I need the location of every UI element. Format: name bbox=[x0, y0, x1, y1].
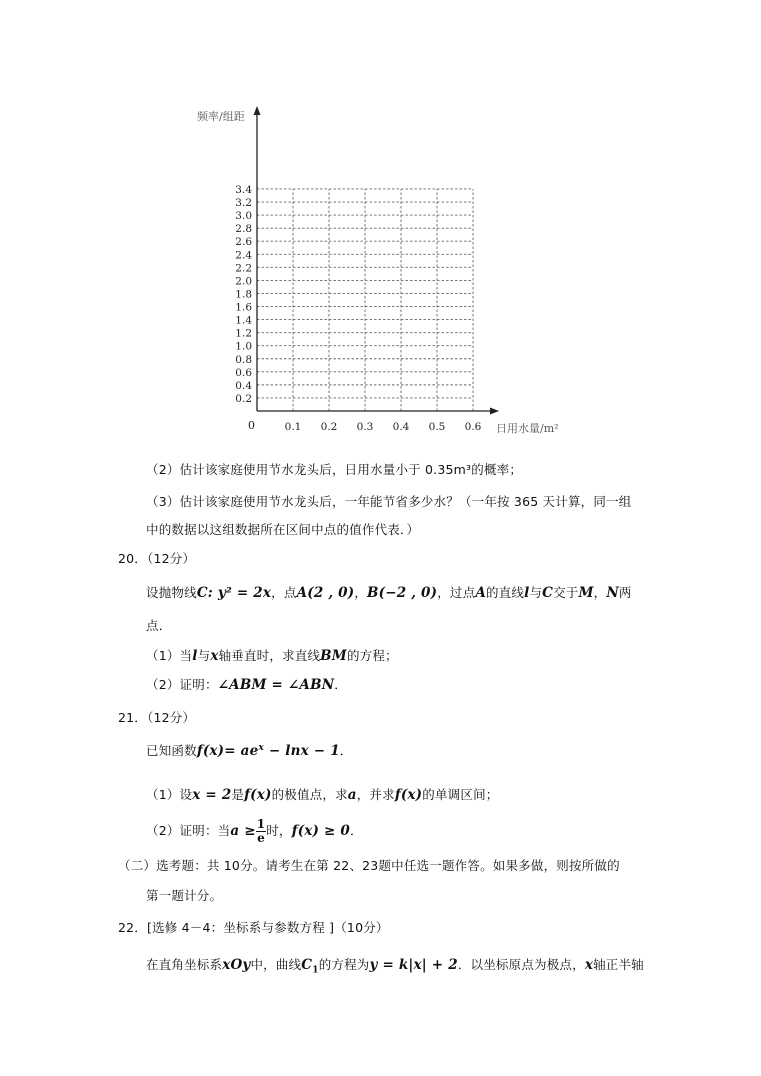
x-tick-label: 0.4 bbox=[392, 421, 410, 433]
q21-part2: （2）证明：当a ≥ $\frac{1}{e}$ 时，f(x) ≥ 0． bbox=[146, 817, 363, 845]
q19-part2: （2）估计该家庭使用节水龙头后，日用水量小于 0.35m³的概率； bbox=[146, 462, 523, 477]
grid-lines bbox=[257, 189, 473, 411]
y-tick-label: 2.0 bbox=[235, 275, 252, 288]
y-tick-label: 3.2 bbox=[235, 197, 252, 210]
q20-part2: （2）证明：∠ABM = ∠ABN． bbox=[146, 677, 347, 693]
fraction-one-over-e: $\frac{1}{e}$ bbox=[256, 817, 266, 845]
y-tick-label: 2.4 bbox=[235, 249, 252, 262]
q22-statement: 在直角坐标系xOy中，曲线$C_1$的方程为y = k|x| + 2．以坐标原点为极点，x轴正半轴 bbox=[146, 957, 644, 976]
frequency-histogram-grid bbox=[190, 98, 559, 438]
x-axis-label: 日用水量/m² bbox=[496, 422, 559, 435]
y-tick-label: 1.2 bbox=[235, 327, 252, 340]
y-tick-label: 1.4 bbox=[235, 314, 252, 327]
y-axis-arrow bbox=[254, 106, 261, 115]
y-tick-label: 2.8 bbox=[235, 223, 252, 236]
y-tick-label: 1.8 bbox=[235, 288, 252, 301]
q20-statement: 设抛物线C: y² = 2x，点A(2 , 0)，B(−2 , 0)，过点A的直线l与C交于M，N两 bbox=[146, 585, 632, 601]
section-2-intro-line2: 第一题计分。 bbox=[146, 888, 223, 903]
y-axis-label: 频率/组距 bbox=[197, 110, 245, 123]
q21-part1: （1）设x = 2是f(x)的极值点，求a，并求f(x)的单调区间； bbox=[146, 787, 499, 803]
y-tick-label: 2.6 bbox=[235, 236, 252, 249]
q22-heading: 22．[选修 4－4：坐标系与参数方程 ]（10分） bbox=[118, 920, 389, 935]
y-tick-label: 2.2 bbox=[235, 262, 252, 275]
y-tick-label: 0.8 bbox=[235, 353, 252, 366]
y-tick-label: 1.0 bbox=[235, 340, 252, 353]
x-tick-labels bbox=[285, 421, 482, 433]
y-tick-label: 0.4 bbox=[235, 379, 252, 392]
x-tick-label: 0.6 bbox=[464, 421, 482, 433]
y-tick-label: 3.4 bbox=[235, 183, 252, 196]
q20-heading: 20．（12分） bbox=[118, 551, 196, 566]
section-2-intro: （二）选考题：共 10分。请考生在第 22、23题中任选一题作答。如果多做，则按所做的 bbox=[118, 858, 620, 873]
y-tick-label: 0.2 bbox=[235, 392, 252, 405]
x-tick-label: 0.1 bbox=[284, 421, 302, 433]
y-tick-label: 0.6 bbox=[235, 366, 252, 379]
y-tick-label: 1.6 bbox=[235, 301, 252, 314]
q21-heading: 21．（12分） bbox=[118, 710, 196, 725]
x-tick-label: 0.5 bbox=[428, 421, 446, 433]
x-tick-label: 0.2 bbox=[320, 421, 338, 433]
y-tick-label: 3.0 bbox=[235, 210, 252, 223]
x-tick-label: 0.3 bbox=[356, 421, 374, 433]
q19-part3-line2: 中的数据以这组数据所在区间中点的值作代表．） bbox=[146, 522, 420, 537]
origin-label: 0 bbox=[248, 419, 255, 432]
q20-part1: （1）当l与x轴垂直时，求直线BM的方程； bbox=[146, 648, 398, 664]
y-tick-labels bbox=[235, 184, 252, 405]
q19-part3-line1: （3）估计该家庭使用节水龙头后，一年能节省多少水？（一年按 365 天计算，同一组 bbox=[146, 494, 632, 509]
q20-statement-line2: 点． bbox=[146, 618, 172, 633]
x-axis-arrow bbox=[490, 408, 499, 415]
q21-statement: 已知函数$f(x)= ae^x - \ln x - 1$． bbox=[146, 742, 353, 759]
